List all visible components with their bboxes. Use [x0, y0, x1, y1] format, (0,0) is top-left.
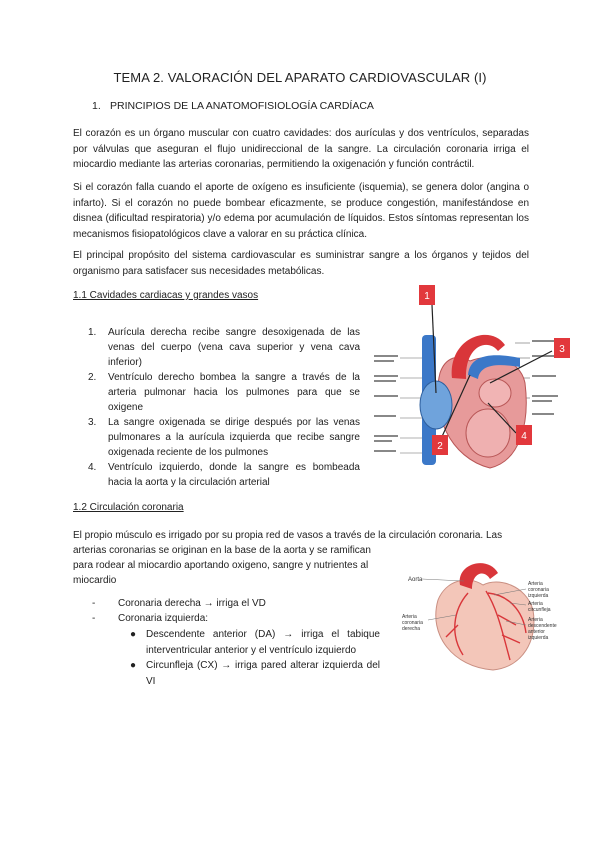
list-item: 3. La sangre oxigenada se dirige después por las venas pulmonares a la aurícula izquierda que recibe sangre oxigenada reciente de los pulmones — [88, 417, 360, 458]
bullet-list — [130, 627, 380, 689]
badge-2-label: 2 — [437, 441, 443, 452]
label-left-1: Arteria — [528, 581, 543, 587]
paragraph-3: El principal propósito del sistema cardiovascular es suministrar sangre a los órganos y tejidos del organismo para satisfacer sus necesidades metabólicas. — [73, 250, 529, 277]
bullet-item: ● Circunfleja (CX) → irriga pared alterar izquierda del VI — [130, 660, 380, 687]
label-right-1: Arteria — [402, 614, 417, 620]
label-da-2: descendente — [528, 623, 557, 629]
badge-3-label: 3 — [559, 344, 565, 355]
label-cx-2: circunfleja — [528, 607, 551, 613]
badge-4-label: 4 — [521, 431, 527, 442]
numbered-list — [88, 325, 360, 490]
coronary-line-2: arterias coronarias se originan en la base de la aorta y se ramifican — [73, 545, 371, 556]
section-heading — [92, 100, 374, 112]
list-item: 1. Aurícula derecha recibe sangre desoxigenada de las venas del cuerpo (vena cava superior y vena cava inferior) — [88, 327, 360, 368]
label-cx-1: Arteria — [528, 601, 543, 607]
coronary-line-4: miocardio — [73, 575, 117, 586]
list-item: 2. Ventrículo derecho bombea la sangre a través de la arteria pulmonar hacia los pulmones para que se oxigene — [88, 372, 360, 413]
bullet-item: ● Descendente anterior (DA) → irriga el tabique interventricular anterior y el ventrículo izquierdo — [130, 629, 380, 656]
badge-1-label: 1 — [424, 291, 430, 302]
coronary-figure — [398, 555, 568, 675]
heart-outline — [436, 580, 534, 670]
left-atrium — [479, 379, 511, 407]
label-left-3: izquierda — [528, 593, 549, 599]
paragraph-2: Si el corazón falla cuando el aporte de oxígeno es insuficiente (isquemia), se genera dolor (angina o infarto). Si el corazón no puede bombear eficazmente, se produce congestión, manifestándose en disnea (dificultad respiratoria) y/o edema por acumulación de líquidos. Estos síntomas representan los mecanismos fisiopatológicos clave a valorar en su práctica clínica. — [73, 182, 529, 240]
left-ventricle — [466, 409, 510, 457]
label-left-2: coronaria — [528, 587, 549, 593]
subsection-title-2: 1.2 Circulación coronaria — [73, 502, 184, 513]
section-title: PRINCIPIOS DE LA ANATOMOFISIOLOGÍA CARDÍACA — [110, 100, 374, 112]
list-item: 4. Ventrículo izquierdo, donde la sangre es bombeada hacia la aorta y la circulación arterial — [88, 462, 360, 488]
paragraph-1: El corazón es un órgano muscular con cuatro cavidades: dos aurículas y dos ventrículos, separadas por válvulas que aseguran el flujo unidireccional de la sangre. La circulación coronaria irriga el miocardio mediante las arterias coronarias, permitiendo la oxigenación y función contráctil. — [73, 128, 529, 170]
label-da-3: anterior — [528, 629, 545, 635]
heart-anatomy-figure — [370, 283, 575, 483]
label-right-2: coronaria — [402, 620, 423, 626]
page-title: TEMA 2. VALORACIÓN DEL APARATO CARDIOVASCULAR (I) — [113, 70, 487, 85]
coronary-line-1: El propio músculo es irrigado por su propia red de vasos a través de la circulación coronaria. Las — [73, 530, 503, 541]
label-da-1: Arteria — [528, 617, 543, 623]
section-number: 1. — [92, 100, 101, 112]
coronary-line-3: para rodear al miocardio aportando oxigeno, sangre y nutrientes al — [73, 560, 369, 571]
dash-item: - Coronaria derecha → irriga el VD — [92, 598, 266, 609]
subsection-title-1: 1.1 Cavidades cardiacas y grandes vasos — [73, 290, 259, 301]
label-da-4: izquierda — [528, 635, 549, 641]
dash-item: - Coronaria izquierda: — [92, 613, 209, 624]
label-right-3: derecha — [402, 626, 421, 632]
label-aorta: Aorta — [408, 577, 423, 583]
